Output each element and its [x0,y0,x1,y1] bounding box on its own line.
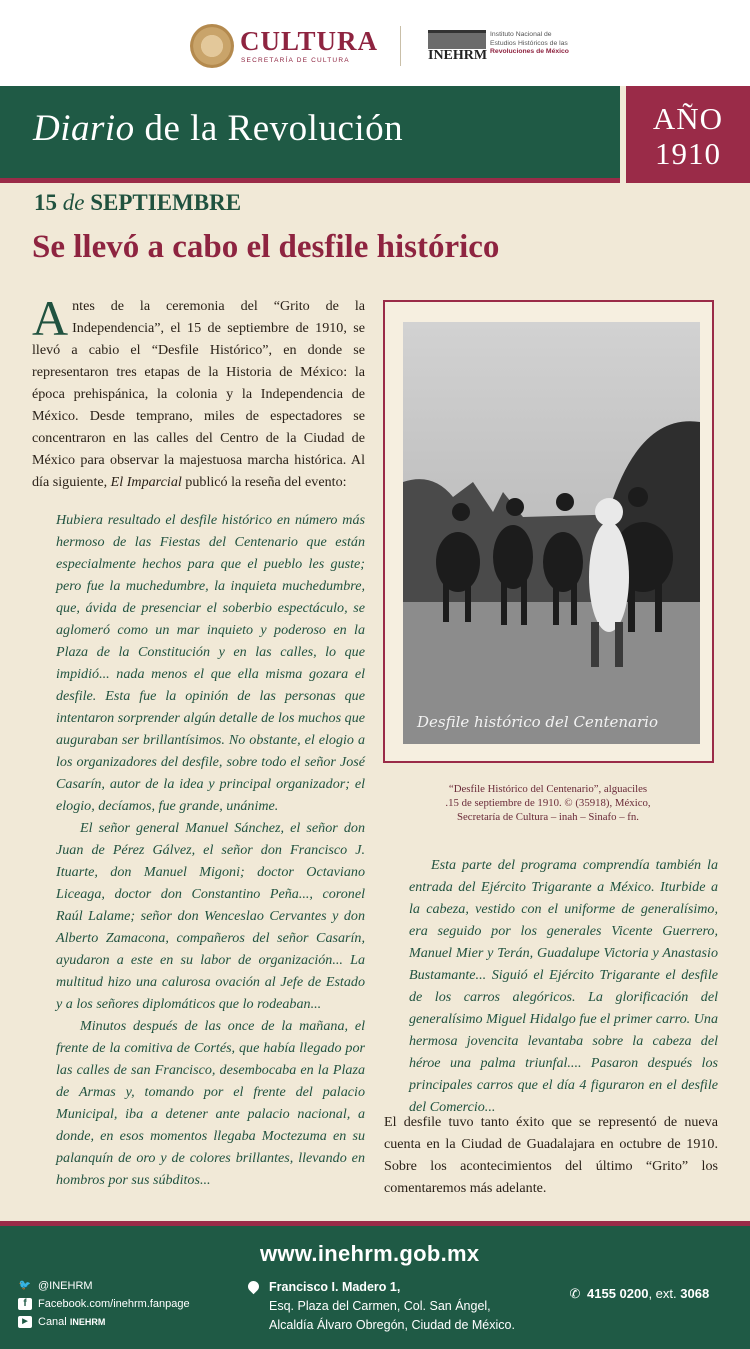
photo-frame [383,300,714,763]
logo-divider [400,26,401,66]
quote-paragraph-1: Hubiera resultado el desfile histórico en número más hermoso de las Fiestas del Centenario que están especialmente hechos para que el pueblo les guste; pero fue la muchedumbre, la inquieta muchedumbre, que, ávida de presenciar el soberbio espectáculo, se aglomeró como un mar inquieto y poderoso en la Plaza de la Constitución y en las calles, lo que impidió... nada menos el que ella misma gozara el desfile. Esta fue la opinión de las personas que intentaron sorprender algún detalle de los muchos que auguraban ser brillantísimos. No obstante, el elogio a los organizadores del desfile, sobre todo el señor José Casarín, autor de la idea y principal organizador; el elogio, decíamos, fue grande, unánime. [56,512,365,814]
year-label: AÑO [652,101,724,136]
inehrm-wordmark: INEHRM [428,48,488,63]
inehrm-description [490,31,572,57]
date-de: de [62,190,85,215]
date-day: 15 [34,190,57,215]
article-headline: Se llevó a cabo el desfile histórico [32,229,500,265]
website-link[interactable]: www.inehrm.gob.mx [260,1241,480,1266]
phone-contact[interactable] [569,1286,709,1302]
national-seal-icon [190,24,234,68]
inehrm-desc-line: Revoluciones de México [490,48,569,55]
footer [0,1226,750,1349]
youtube-prefix: Canal [38,1316,67,1328]
quote-paragraph-2: El señor general Manuel Sánchez, el señor don Juan de Pérez Gálvez, el señor don Francisco J. Ituarte, don Manuel Migoni; doctor Octaviano Liceaga, doctor don Constantino Peña..., coronel Raúl Lalame; señor don Wenceslao Cervantes y don Alberto Zamacona, compañeros del señor Casarín, ayudaron a este en su labor de organización... La multitud hizo una calurosa ovación al Jefe de Estado y a los señores diplomáticos que lo rodeaban... [56,820,365,1012]
photo-caption [395,782,701,824]
year-badge [626,86,750,183]
facebook-icon: f [18,1298,32,1310]
facebook-url: Facebook.com/inehrm.fanpage [38,1298,190,1310]
top-header [0,0,750,86]
banner-underline [0,178,620,183]
series-title-italic: Diario [33,108,135,149]
quote-continuation [409,854,718,1118]
intro-text: ntes de la ceremonia del “Grito de la Independencia”, el 15 de septiembre de 1910, se llevó a cabio el “Desfile Histórico”, en donde se representaron tres etapas de la Historia de México: la época prehispánica, la colonia y la Independencia de México. Desde temprano, miles de espectadores se concentraron en las calles del Centro de la Ciudad de México para observar la majestuosa marcha histórica. Al día siguiente, [32,298,365,490]
address-line-3: Alcaldía Álvaro Obregón, Ciudad de México. [269,1318,515,1332]
quote-paragraph-3: Minutos después de las once de la mañana, el frente de la comitiva de Cortés, que había llegado por las calles de san Francisco, desembocaba en la Plaza de Armas y, tomando por el frente del palacio Municipal, iba a detener ante palacio nacional, a donde, en esos momentos llegaba Moctezuma en su palanquín de oro y de colores brillantes, llevando en hombros por sus súbditos... [56,1018,365,1188]
address-line-2: Esq. Plaza del Carmen, Col. San Ángel, [269,1299,491,1313]
social-links [18,1277,190,1331]
facebook-link[interactable] [18,1295,190,1313]
twitter-icon: 🐦 [18,1280,32,1291]
quoted-review [56,509,365,1191]
address-line-1: Francisco I. Madero 1, [269,1280,401,1294]
cultura-subtitle: SECRETARÍA DE CULTURA [241,57,350,64]
twitter-handle: @INEHRM [38,1280,93,1292]
photo-inscription: Desfile histórico del Centenario [417,713,658,731]
caption-line: Secretaría de Cultura – inah – Sinafo – fn. [457,811,639,823]
photo-illustration [403,322,700,744]
twitter-link[interactable] [18,1277,190,1295]
date-month: SEPTIEMBRE [90,190,242,215]
caption-line: .15 de septiembre de 1910. © (35918), México, [445,797,651,809]
intro-end: publicó la reseña del evento: [181,474,347,490]
inehrm-desc-line: Estudios Históricos de las [490,39,568,47]
historic-parade-photo[interactable] [403,322,700,744]
address-block [248,1278,515,1335]
inehrm-desc-line: Instituto Nacional de [490,31,552,38]
article-date [34,190,241,216]
year-value: 1910 [655,136,721,171]
youtube-icon: ▶ [18,1316,32,1328]
intro-paragraph [32,290,365,493]
left-column [32,290,365,1191]
phone-ext: 3068 [680,1286,710,1301]
caption-line: “Desfile Histórico del Centenario”, alguaciles [448,783,648,795]
secretaria-cultura-logo[interactable] [190,24,400,70]
youtube-name: INEHRM [69,1317,106,1327]
drop-cap: A [32,290,69,346]
newspaper-name: El Imparcial [110,474,182,490]
quote-paragraph-4: Esta parte del programa comprendía también la entrada del Ejército Trigarante a México. Iturbide a la cabeza, vestido con el uniforme de generalísimo, era seguido por los generales Vicente Guerrero, Manuel Mier y Terán, Guadalupe Victoria y Anastasio Bustamante... Siguió el Ejército Trigarante el desfile de los carros alegóricos. La glorificación del generalísimo Miguel Hidalgo fue el primer carro. Una hermosa jovencita levantaba sobre la cabeza del héroe una palma triunfal.... Pasaron después los principales carros que el día 4 figuraron en el desfile del Comercio... [409,857,718,1115]
phone-number: 4155 0200 [587,1286,649,1301]
inehrm-logo[interactable] [428,28,568,68]
series-title-rest: de la Revolución [134,108,404,149]
phone-icon: ✆ [569,1286,581,1301]
building-icon [428,30,486,49]
series-title [33,107,403,150]
phone-ext-label: , ext. [648,1286,677,1301]
youtube-link[interactable] [18,1313,190,1331]
location-pin-icon [246,1279,262,1295]
cultura-wordmark: CULTURA [240,26,379,56]
closing-paragraph: El desfile tuvo tanto éxito que se representó de nueva cuenta en la Ciudad de Guadalajara en octubre de 1910. Sobre los acontecimientos del último “Grito” los comentaremos más adelante. [384,1114,718,1196]
